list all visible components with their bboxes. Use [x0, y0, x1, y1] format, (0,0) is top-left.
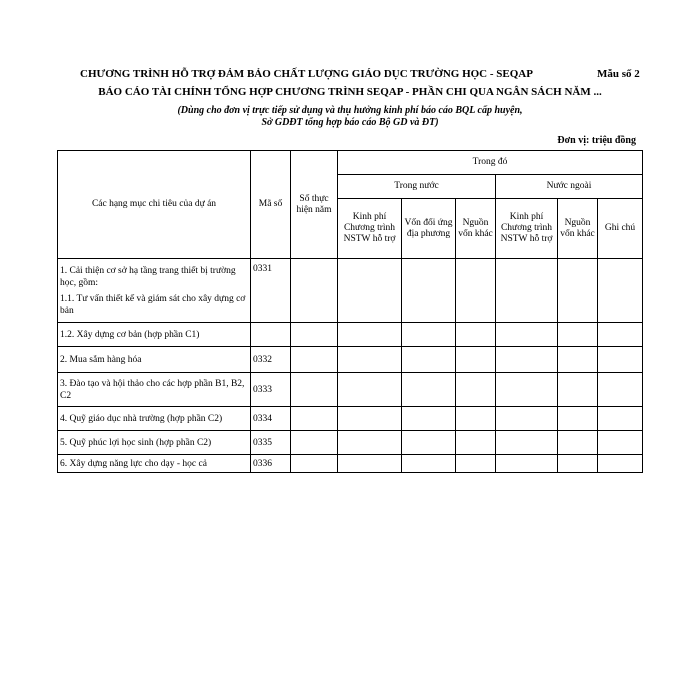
row-cell [402, 259, 456, 323]
row-code: 0334 [251, 407, 291, 431]
header-foreign: Nước ngoài [496, 175, 643, 199]
report-title: BÁO CÁO TÀI CHÍNH TỔNG HỢP CHƯƠNG TRÌNH SEQAP - PHẦN CHI QUA NGÂN SÁCH NĂM ... [98, 86, 602, 98]
row-code: 0333 [251, 373, 291, 407]
row-code: 0336 [251, 455, 291, 473]
row-cell [338, 373, 402, 407]
row-cell [402, 431, 456, 455]
row-cell [598, 259, 643, 323]
header-foreign-program-funds: Kinh phí Chương trình NSTW hỗ trợ [496, 199, 558, 259]
row-cell [402, 323, 456, 347]
row-cell [558, 455, 598, 473]
row-cell [402, 407, 456, 431]
row-cell [598, 407, 643, 431]
row-item-label: 3. Đào tạo và hội thảo cho các hợp phần B1, B2, C2 [58, 373, 251, 407]
row-item [58, 259, 251, 323]
table-row [58, 323, 643, 347]
row-cell [496, 347, 558, 373]
row-cell [598, 323, 643, 347]
table-row [58, 259, 643, 323]
row-cell [291, 455, 338, 473]
row-item-label: 1.2. Xây dựng cơ bản (hợp phần C1) [58, 323, 251, 347]
header-domestic: Trong nước [338, 175, 496, 199]
row-cell [558, 347, 598, 373]
row-cell [338, 323, 402, 347]
row-cell [558, 431, 598, 455]
row-cell [338, 431, 402, 455]
form-number: Mẫu số 2 [597, 68, 640, 80]
row-cell [496, 431, 558, 455]
row-cell [456, 407, 496, 431]
row-cell [496, 455, 558, 473]
row-cell [291, 373, 338, 407]
table-row [58, 407, 643, 431]
row-item-label: 2. Mua sắm hàng hóa [58, 347, 251, 373]
row-code: 0332 [251, 347, 291, 373]
row-cell [338, 407, 402, 431]
program-title: CHƯƠNG TRÌNH HỖ TRỢ ĐẢM BẢO CHẤT LƯỢNG GIÁO DỤC TRƯỜNG HỌC - SEQAP [80, 68, 533, 80]
header-domestic-other-sources: Nguồn vốn khác [456, 199, 496, 259]
row-cell [456, 373, 496, 407]
header-domestic-program-funds: Kinh phí Chương trình NSTW hỗ trợ [338, 199, 402, 259]
finance-report-table [57, 150, 643, 473]
row-cell [598, 455, 643, 473]
row-code [251, 323, 291, 347]
table-row [58, 373, 643, 407]
row-cell [598, 373, 643, 407]
row-cell [291, 347, 338, 373]
table-row [58, 455, 643, 473]
row-cell [291, 323, 338, 347]
row-cell [291, 259, 338, 323]
table-row [58, 431, 643, 455]
header-in-which: Trong đó [338, 151, 643, 175]
row-cell [456, 323, 496, 347]
row-cell [496, 323, 558, 347]
row-cell [402, 347, 456, 373]
row-cell [558, 373, 598, 407]
header-items: Các hạng mục chi tiêu của dự án [58, 151, 251, 259]
row-cell [598, 347, 643, 373]
row-cell [291, 407, 338, 431]
row-cell [338, 455, 402, 473]
row-cell [496, 407, 558, 431]
row-cell [456, 259, 496, 323]
row-sub-item-label: 1.1. Tư vấn thiết kế và giám sát cho xây dựng cơ bản [60, 293, 246, 316]
row-cell [456, 431, 496, 455]
row-cell [291, 431, 338, 455]
row-item-label: 1. Cải thiện cơ sở hạ tầng trang thiết bị trường học, gồm: [60, 265, 236, 288]
row-cell [338, 347, 402, 373]
row-cell [496, 373, 558, 407]
usage-note-line-2: Sở GDĐT tổng hợp báo cáo Bộ GD và ĐT) [261, 117, 439, 128]
row-cell [456, 455, 496, 473]
header-actual-year: Số thực hiện năm [291, 151, 338, 259]
row-cell [558, 407, 598, 431]
row-cell [456, 347, 496, 373]
row-code: 0331 [251, 259, 291, 323]
row-cell [496, 259, 558, 323]
row-code: 0335 [251, 431, 291, 455]
row-cell [338, 259, 402, 323]
header-foreign-other-sources: Nguồn vốn khác [558, 199, 598, 259]
row-cell [558, 323, 598, 347]
row-cell [402, 373, 456, 407]
header-notes: Ghi chú [598, 199, 643, 259]
row-item-label: 5. Quỹ phúc lợi học sinh (hợp phần C2) [58, 431, 251, 455]
row-cell [558, 259, 598, 323]
row-item-label: 4. Quỹ giáo dục nhà trường (hợp phần C2) [58, 407, 251, 431]
table-row [58, 347, 643, 373]
row-cell [598, 431, 643, 455]
usage-note-line-1: (Dùng cho đơn vị trực tiếp sử dụng và thụ hưởng kinh phí báo cáo BQL cấp huyện, [177, 105, 523, 116]
unit-label: Đơn vị: triệu đồng [557, 135, 636, 146]
header-code: Mã số [251, 151, 291, 259]
row-cell [402, 455, 456, 473]
header-domestic-local-counterpart: Vốn đối ứng địa phương [402, 199, 456, 259]
row-item-label: 6. Xây dựng năng lực cho dạy - học cả [58, 455, 251, 473]
